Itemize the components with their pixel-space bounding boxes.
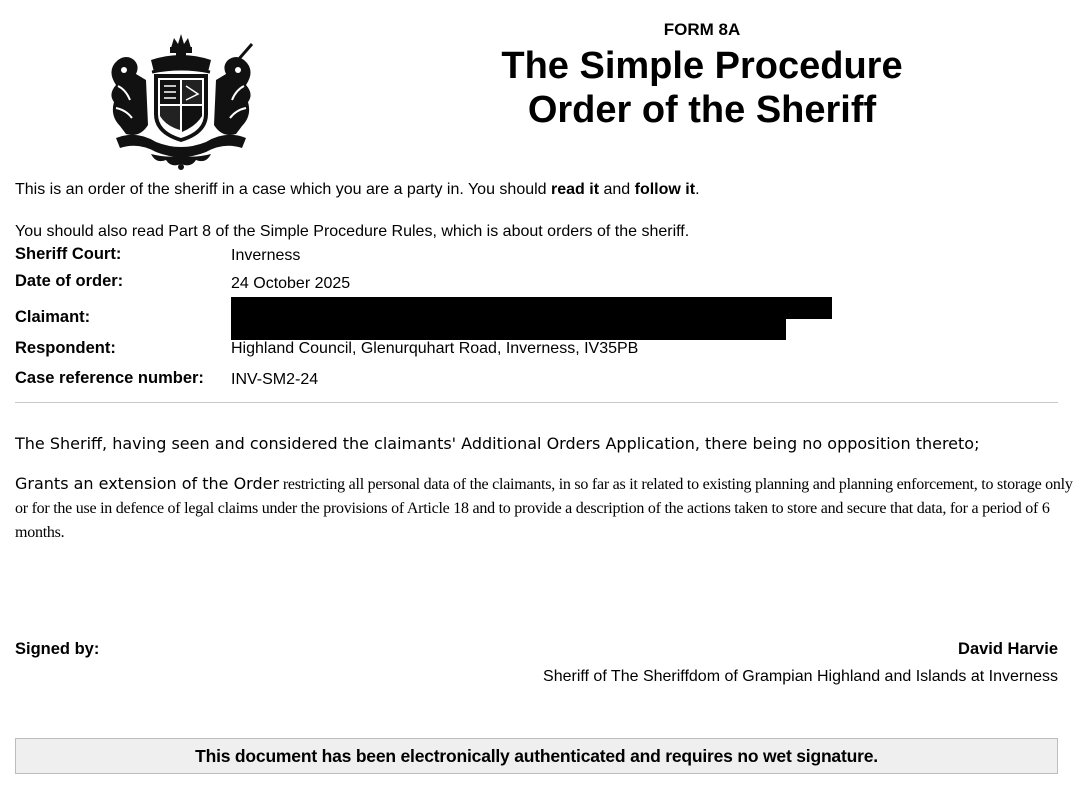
section-divider	[15, 402, 1058, 403]
sheriff-court-label: Sheriff Court:	[15, 245, 122, 263]
sheriff-court-value: Inverness	[231, 247, 301, 264]
intro-line1: This is an order of the sheriff in a case which you are a party in. You should read it and follow it.	[15, 181, 700, 198]
sheriff-title: Sheriff of The Sheriffdom of Grampian Highland and Islands at Inverness	[543, 668, 1058, 685]
date-of-order-label: Date of order:	[15, 272, 124, 290]
respondent-label: Respondent:	[15, 339, 116, 357]
date-of-order-value: 24 October 2025	[231, 275, 351, 292]
sheriff-name: David Harvie	[958, 640, 1058, 658]
case-reference-label: Case reference number:	[15, 369, 204, 387]
order-paragraph-1: The Sheriff, having seen and considered the claimants' Additional Orders Application, there being no opposition thereto;	[15, 434, 980, 453]
order-paragraph-2: Grants an extension of the Order restricting all personal data of the claimants, in so far as it related to existing planning and planning enforcement, to storage only or for the use in defence of legal claims under the provisions of Article 18 and to provide a description of the actions taken to store and secure that data, for a period of 6 months.	[15, 474, 1073, 541]
authentication-notice: This document has been electronically authenticated and requires no wet signature.	[15, 738, 1058, 774]
document-title-line2: Order of the Sheriff	[527, 89, 877, 131]
intro-line2: You should also read Part 8 of the Simple Procedure Rules, which is about orders of the sheriff.	[15, 223, 690, 240]
signed-by-label: Signed by:	[15, 640, 100, 658]
document-title-line1: The Simple Procedure	[501, 45, 903, 87]
form-number: FORM 8A	[663, 20, 741, 39]
claimant-redaction-line2	[231, 319, 786, 340]
respondent-value: Highland Council, Glenurquhart Road, Inverness, IV35PB	[231, 340, 639, 357]
case-reference-value: INV-SM2-24	[231, 371, 319, 388]
claimant-label: Claimant:	[15, 308, 91, 326]
claimant-redaction-line1	[231, 297, 832, 319]
